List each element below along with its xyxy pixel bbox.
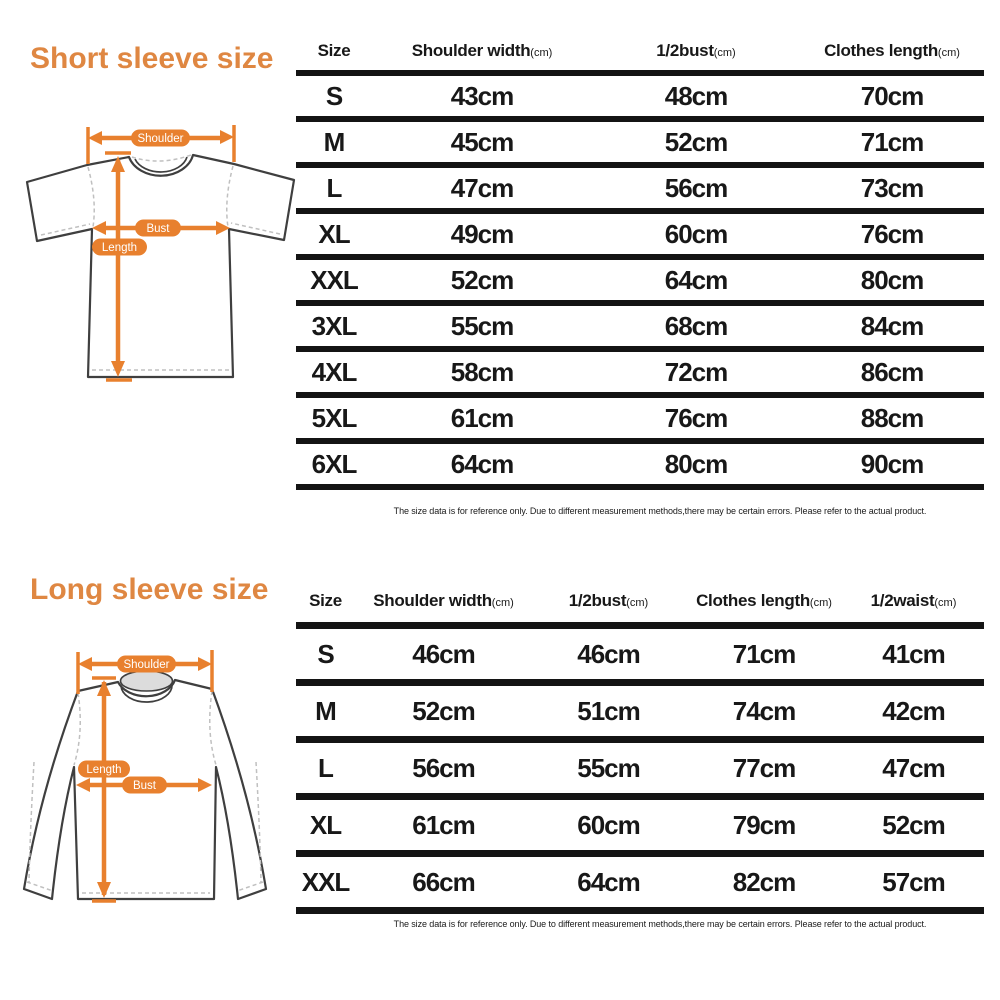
svg-text:Length: Length	[101, 242, 138, 254]
value-cell: 51cm	[577, 695, 640, 726]
header-cell-size: Size	[309, 591, 342, 610]
header-cell-half-bust: 1/2bust(cm)	[568, 591, 649, 610]
value-cell: 70cm	[860, 80, 924, 111]
table-row	[296, 168, 984, 214]
size-cell: 3XL	[311, 310, 357, 341]
value-cell: 56cm	[412, 752, 475, 783]
table-row	[296, 800, 984, 857]
table-row	[296, 444, 984, 490]
size-cell: S	[317, 638, 334, 669]
table-row	[296, 306, 984, 352]
value-cell: 71cm	[732, 638, 796, 669]
value-cell: 64cm	[450, 448, 514, 479]
value-cell: 90cm	[860, 448, 924, 479]
svg-text:Length: Length	[86, 764, 122, 776]
value-cell: 76cm	[860, 218, 924, 249]
shoulder-pill-label	[131, 130, 190, 147]
table-row	[296, 743, 984, 800]
size-cell: S	[325, 80, 343, 111]
value-cell: 64cm	[664, 264, 728, 295]
value-cell: 73cm	[860, 172, 924, 203]
value-cell: 88cm	[860, 402, 924, 433]
size-cell: L	[318, 752, 333, 783]
value-cell: 56cm	[664, 172, 728, 203]
short-sleeve-footnote: The size data is for reference only. Due to different measurement methods,there may be certain errors. Please refer to the actual product.	[393, 506, 927, 516]
length-pill-label	[78, 761, 130, 778]
value-cell: 60cm	[577, 809, 640, 840]
value-cell: 45cm	[450, 126, 514, 157]
value-cell: 80cm	[860, 264, 924, 295]
header-cell-shoulder-width: Shoulder width(cm)	[373, 591, 514, 610]
svg-text:Shoulder: Shoulder	[137, 133, 184, 145]
value-cell: 52cm	[450, 264, 514, 295]
value-cell: 55cm	[577, 752, 640, 783]
header-cell-clothes-length: Clothes length(cm)	[824, 41, 960, 60]
header-cell-size: Size	[317, 41, 351, 60]
size-cell: M	[323, 126, 345, 157]
value-cell: 61cm	[450, 402, 514, 433]
size-cell: 6XL	[311, 448, 357, 479]
shoulder-pill-label	[117, 656, 176, 673]
long-sleeve-shirt-diagram	[12, 642, 302, 914]
long-sleeve-size-table	[296, 580, 984, 914]
size-cell: 4XL	[311, 356, 357, 387]
size-cell: M	[315, 695, 336, 726]
value-cell: 61cm	[412, 809, 475, 840]
short-sleeve-tshirt-diagram	[8, 120, 298, 392]
table-row	[296, 857, 984, 914]
table-row	[296, 398, 984, 444]
value-cell: 47cm	[450, 172, 514, 203]
value-cell: 66cm	[412, 866, 475, 897]
short-sleeve-title: Short sleeve size	[30, 42, 274, 75]
bust-pill-label	[122, 777, 167, 794]
header-cell-shoulder-width: Shoulder width(cm)	[411, 41, 553, 60]
header-cell-clothes-length: Clothes length(cm)	[696, 591, 832, 610]
long-sleeve-footnote: The size data is for reference only. Due to different measurement methods,there may be certain errors. Please refer to the actual product.	[393, 919, 927, 929]
table-row	[296, 122, 984, 168]
value-cell: 84cm	[860, 310, 924, 341]
size-cell: 5XL	[311, 402, 357, 433]
back-collar	[121, 671, 173, 691]
value-cell: 77cm	[732, 752, 796, 783]
value-cell: 82cm	[732, 866, 796, 897]
table-header-row	[296, 32, 984, 76]
value-cell: 60cm	[664, 218, 728, 249]
size-cell: L	[326, 172, 342, 203]
value-cell: 49cm	[450, 218, 514, 249]
bust-pill-label	[135, 220, 181, 237]
value-cell: 55cm	[450, 310, 514, 341]
value-cell: 68cm	[664, 310, 728, 341]
table-header-row	[296, 580, 984, 629]
value-cell: 48cm	[664, 80, 728, 111]
size-cell: XL	[318, 218, 350, 249]
table-row	[296, 352, 984, 398]
table-row	[296, 214, 984, 260]
long-sleeve-title: Long sleeve size	[30, 573, 269, 606]
value-cell: 58cm	[450, 356, 514, 387]
table-row	[296, 686, 984, 743]
size-cell: XL	[309, 809, 342, 840]
value-cell: 47cm	[882, 752, 945, 783]
back-neck-seam	[132, 155, 191, 161]
tshirt-outline	[27, 155, 294, 377]
value-cell: 79cm	[732, 809, 796, 840]
value-cell: 52cm	[882, 809, 945, 840]
short-sleeve-size-table	[296, 32, 984, 490]
value-cell: 64cm	[577, 866, 640, 897]
svg-text:Bust: Bust	[132, 780, 157, 792]
size-cell: XXL	[310, 264, 358, 295]
value-cell: 52cm	[412, 695, 475, 726]
value-cell: 42cm	[882, 695, 945, 726]
value-cell: 76cm	[664, 402, 728, 433]
table-row	[296, 629, 984, 686]
value-cell: 52cm	[664, 126, 728, 157]
value-cell: 46cm	[577, 638, 640, 669]
value-cell: 57cm	[882, 866, 945, 897]
value-cell: 86cm	[860, 356, 924, 387]
value-cell: 41cm	[882, 638, 945, 669]
svg-text:Bust: Bust	[146, 223, 170, 235]
value-cell: 71cm	[860, 126, 924, 157]
size-cell: XXL	[301, 866, 350, 897]
svg-text:Shoulder: Shoulder	[123, 659, 170, 671]
value-cell: 43cm	[450, 80, 514, 111]
value-cell: 46cm	[412, 638, 475, 669]
table-row	[296, 76, 984, 122]
collar-inner-line	[135, 157, 187, 172]
value-cell: 74cm	[732, 695, 796, 726]
header-cell-half-bust: 1/2bust(cm)	[656, 41, 736, 60]
value-cell: 72cm	[664, 356, 728, 387]
value-cell: 80cm	[664, 448, 728, 479]
header-cell-half-waist: 1/2waist(cm)	[870, 591, 957, 610]
table-row	[296, 260, 984, 306]
length-pill-label	[92, 239, 147, 256]
